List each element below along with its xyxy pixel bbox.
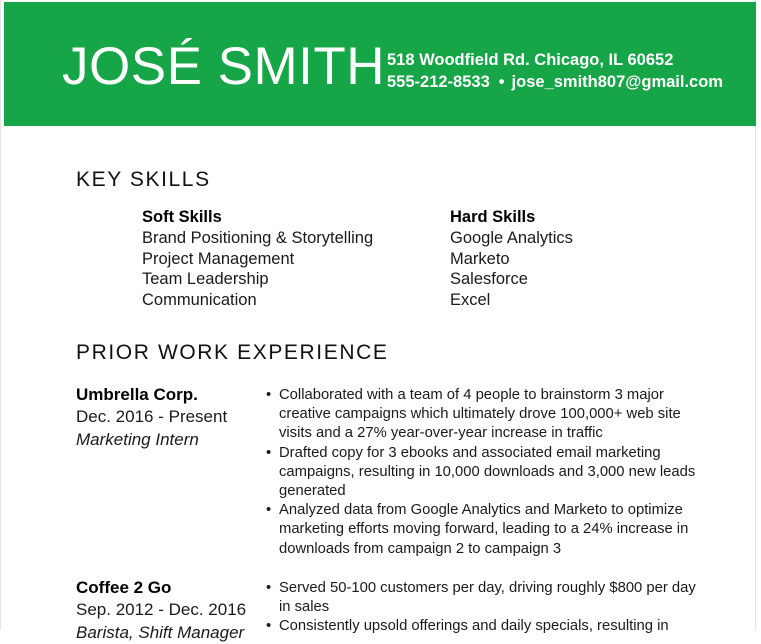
skill-item: Excel — [450, 291, 491, 310]
soft-skills-list — [142, 228, 373, 311]
job-bullet: • Served 50-100 customers per day, driving roughly $800 per day in sales — [266, 579, 706, 617]
job-role: Barista, Shift Manager — [76, 622, 245, 642]
phone-email-line — [387, 71, 723, 93]
skill-item: Project Management — [142, 249, 295, 268]
contact-info — [387, 49, 723, 93]
skill-item: Salesforce — [450, 270, 528, 289]
company-name: Umbrella Corp. — [76, 385, 198, 404]
job-meta — [76, 577, 266, 644]
hard-skills-heading: Hard Skills — [450, 208, 536, 226]
email: jose_smith807@gmail.com — [511, 73, 723, 91]
job-role: Marketing Intern — [76, 429, 199, 449]
soft-skills-column — [142, 207, 373, 311]
skill-item: Brand Positioning & Storytelling — [142, 228, 374, 247]
separator-bullet: • — [498, 73, 505, 91]
skill-item: Google Analytics — [450, 228, 573, 247]
resume-header — [4, 2, 756, 126]
candidate-name: JOSÉ SMITH — [62, 37, 386, 96]
job-dates: Sep. 2012 - Dec. 2016 — [76, 600, 247, 620]
job-dates: Dec. 2016 - Present — [76, 407, 228, 427]
company-name: Coffee 2 Go — [76, 578, 172, 597]
address: 518 Woodfield Rd. Chicago, IL 60652 — [387, 51, 674, 69]
key-skills-heading: KEY SKILLS — [76, 168, 211, 191]
skill-item: Team Leadership — [142, 270, 269, 289]
job-meta — [76, 384, 266, 451]
hard-skills-column — [450, 207, 573, 311]
job-bullet: • Collaborated with a team of 4 people to brainstorm 3 major creative campaigns which ultimately drove 100,000+ web site visits and a 27% year-over-year increase in traffic — [266, 386, 706, 444]
skill-item: Communication — [142, 291, 257, 310]
job-bullets — [266, 386, 706, 559]
job-bullet: • Drafted copy for 3 ebooks and associated email marketing campaigns, resulting in 10,000 downloads and 3,000 new leads generated — [266, 444, 706, 502]
skill-item: Marketo — [450, 249, 510, 268]
experience-heading: PRIOR WORK EXPERIENCE — [76, 341, 389, 364]
phone: 555-212-8533 — [387, 73, 490, 91]
job-bullets — [266, 579, 706, 637]
job-bullet: • Consistently upsold offerings and daily specials, resulting in — [266, 617, 706, 636]
job-bullet: • Analyzed data from Google Analytics and Marketo to optimize marketing efforts moving forward, leading to a 24% increase in downloads from campaign 2 to campaign 3 — [266, 501, 706, 559]
soft-skills-heading: Soft Skills — [142, 208, 222, 226]
hard-skills-list — [450, 228, 573, 311]
